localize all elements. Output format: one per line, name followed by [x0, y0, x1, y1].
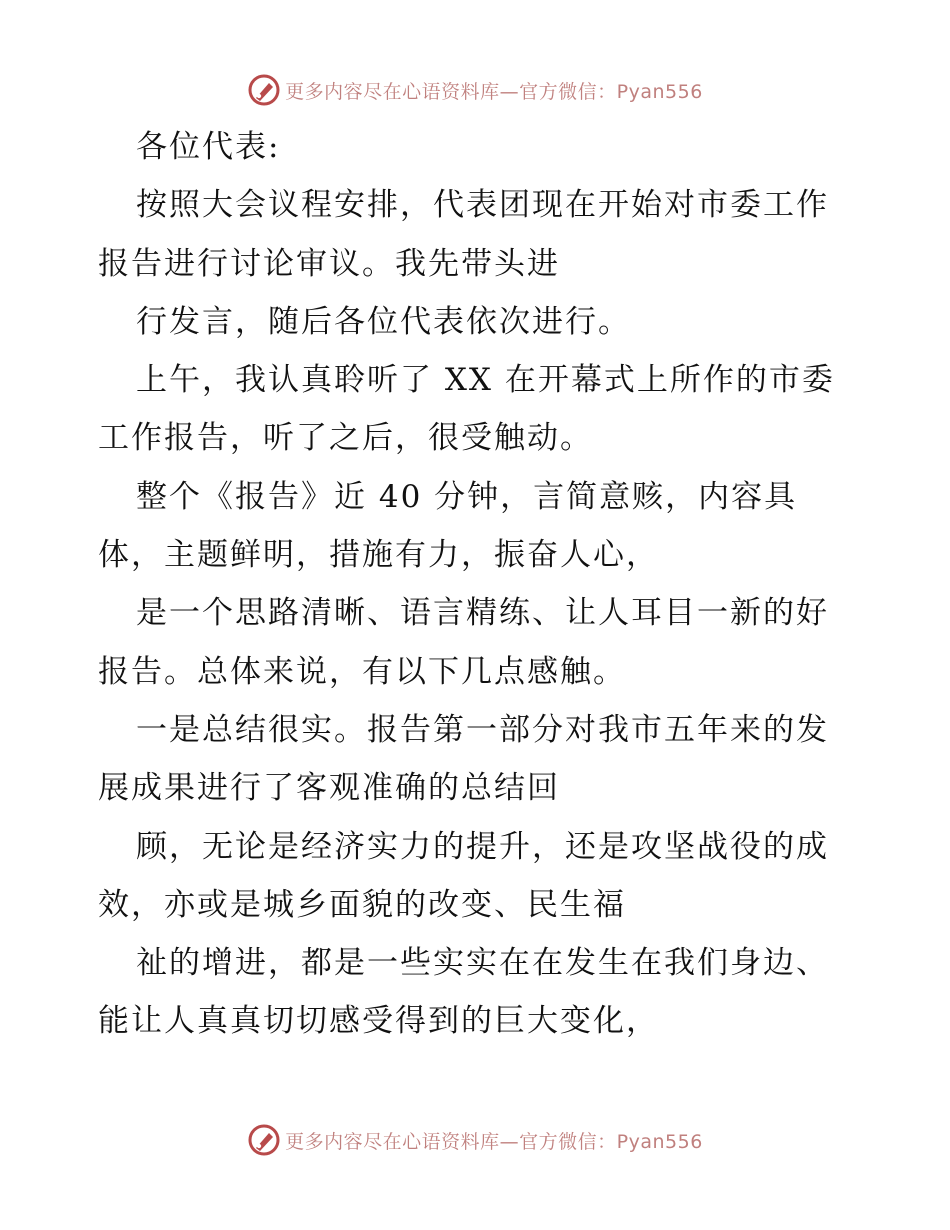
- text-line: 效，亦或是城乡面貌的改变、民生福: [98, 886, 626, 923]
- text-line: 能让人真真切切感受得到的巨大变化，: [98, 1003, 659, 1040]
- text-line: 各位代表:: [136, 129, 281, 165]
- text-line: 展成果进行了客观准确的总结回: [98, 770, 560, 807]
- footer-banner: [0, 1120, 950, 1160]
- text-line: 顾，无论是经济实力的提升，还是攻坚战役的成: [136, 828, 829, 865]
- text-line: 上午，我认真聆听了 XX 在开幕式上所作的市委: [136, 362, 835, 399]
- header-banner: [0, 70, 950, 110]
- text-line: 工作报告，听了之后，很受触动。: [98, 420, 593, 457]
- footer-banner-text: 更多内容尽在心语资料库—官方微信：Pyan556: [285, 1130, 703, 1153]
- pen-nib-logo-icon: [247, 73, 281, 107]
- text-line: 整个《报告》近 40 分钟，言简意赅，内容具: [136, 478, 798, 515]
- text-line: 祉的增进，都是一些实实在在发生在我们身边、: [136, 945, 829, 982]
- document-body: [98, 118, 858, 1051]
- text-line: 报告。总体来说，有以下几点感触。: [98, 653, 626, 690]
- text-line: 行发言，随后各位代表依次进行。: [136, 303, 631, 340]
- header-banner-text: 更多内容尽在心语资料库—官方微信：Pyan556: [285, 80, 703, 103]
- text-line: 体，主题鲜明，措施有力，振奋人心，: [98, 537, 659, 574]
- pen-nib-logo-icon: [247, 1123, 281, 1157]
- text-line: 按照大会议程安排，代表团现在开始对市委工作: [136, 187, 829, 224]
- text-line: 是一个思路清晰、语言精练、让人耳目一新的好: [136, 595, 829, 632]
- text-line: 一是总结很实。报告第一部分对我市五年来的发: [136, 711, 829, 748]
- text-line: 报告进行讨论审议。我先带头进: [98, 245, 560, 282]
